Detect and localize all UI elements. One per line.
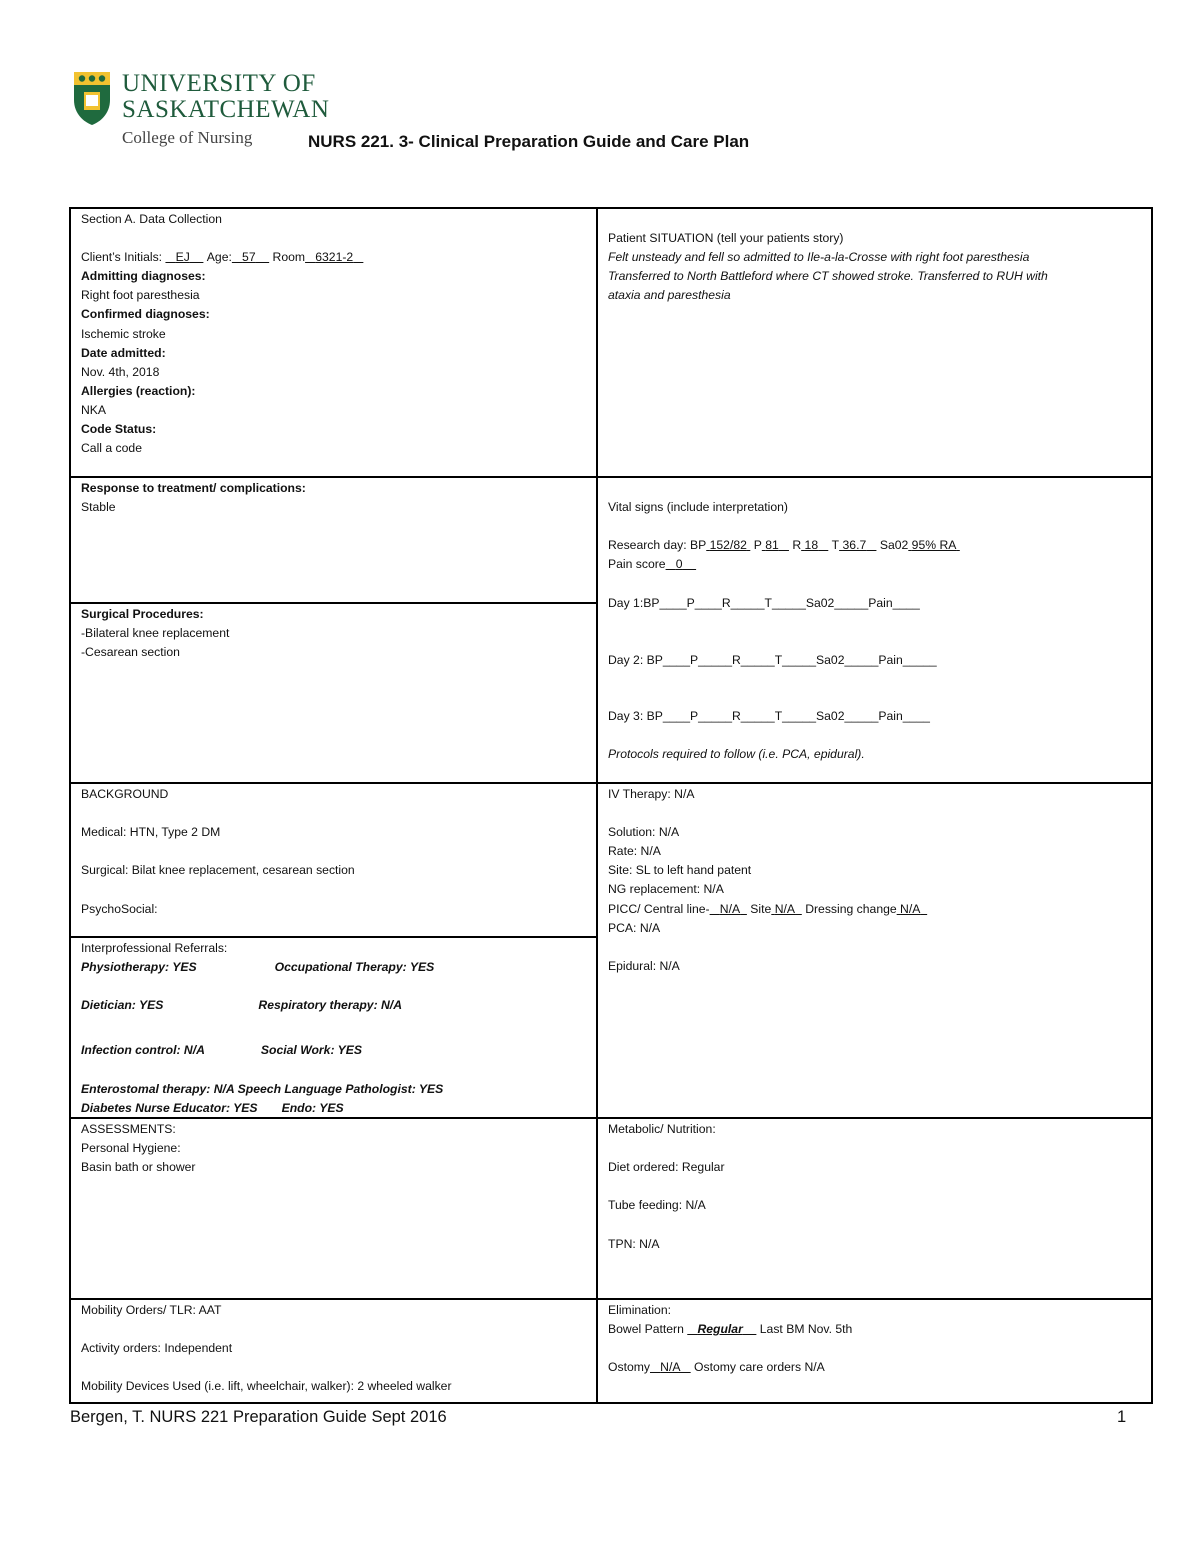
footer-text: Bergen, T. NURS 221 Preparation Guide Sept 2016 bbox=[70, 1408, 447, 1426]
tube-feeding: Tube feeding: N/A bbox=[608, 1198, 706, 1213]
hygiene-label: Personal Hygiene: bbox=[81, 1141, 181, 1156]
referral-occupational: Occupational Therapy: YES bbox=[274, 960, 435, 975]
situation-line: ataxia and paresthesia bbox=[608, 288, 731, 303]
allergies-value: NKA bbox=[81, 402, 107, 417]
background-psychosocial: PsychoSocial: bbox=[81, 901, 158, 916]
code-status-value: Call a code bbox=[81, 441, 142, 456]
epidural: Epidural: N/A bbox=[608, 958, 680, 973]
background-heading: BACKGROUND bbox=[81, 787, 169, 801]
crest-shield-icon bbox=[72, 70, 112, 126]
date-admitted-label: Date admitted: bbox=[81, 345, 166, 360]
allergies-label: Allergies (reaction): bbox=[81, 383, 196, 398]
picc-line: PICC/ Central line- N/A Site N/A Dressing change N/A bbox=[608, 901, 921, 916]
bowel-pattern: Bowel Pattern Regular Last BM Nov. 5th bbox=[608, 1322, 853, 1337]
assessments-cell bbox=[71, 1119, 596, 1298]
referrals-heading: Interprofessional Referrals: bbox=[81, 941, 228, 955]
referral-diabetes: Diabetes Nurse Educator: YES bbox=[81, 1100, 258, 1115]
date-admitted-value: Nov. 4th, 2018 bbox=[81, 364, 160, 379]
vitals-cell bbox=[598, 478, 1151, 782]
situation-heading: Patient SITUATION (tell your patients story) bbox=[608, 231, 844, 246]
referral-enterostomal: Enterostomal therapy: N/A Speech Language Pathologist: YES bbox=[81, 1081, 444, 1096]
referral-physio: Physiotherapy: YES bbox=[81, 960, 197, 975]
document-title: NURS 221. 3- Clinical Preparation Guide and Care Plan bbox=[308, 132, 750, 151]
pain-score: Pain score 0 bbox=[608, 557, 683, 572]
iv-therapy-cell bbox=[598, 784, 1151, 1117]
client-age: 57 bbox=[242, 250, 256, 265]
research-day-vitals: Research day: BP 152/82 P 81 R 18 T 36.7 Sa02 95% RA bbox=[608, 538, 957, 553]
university-name-line1: UNIVERSITY OF bbox=[122, 70, 316, 97]
vitals-heading: Vital signs (include interpretation) bbox=[608, 500, 788, 515]
situation-cell bbox=[598, 209, 1151, 476]
confirmed-label: Confirmed diagnoses: bbox=[81, 307, 210, 322]
activity-orders: Activity orders: Independent bbox=[81, 1341, 233, 1356]
referral-endo: Endo: YES bbox=[281, 1100, 344, 1115]
mobility-cell bbox=[71, 1300, 596, 1402]
hygiene-value: Basin bath or shower bbox=[81, 1160, 196, 1175]
table-border-bottom bbox=[69, 1402, 1153, 1404]
ostomy: Ostomy N/A Ostomy care orders N/A bbox=[608, 1360, 825, 1375]
admitting-value: Right foot paresthesia bbox=[81, 288, 200, 303]
iv-therapy-heading: IV Therapy: N/A bbox=[608, 787, 695, 801]
elimination-cell bbox=[598, 1300, 1151, 1402]
background-cell bbox=[71, 784, 596, 936]
day3-vitals: Day 3: BP____P_____R_____T_____Sa02_____Pain____ bbox=[608, 709, 930, 724]
protocols-note: Protocols required to follow (i.e. PCA, epidural). bbox=[608, 747, 865, 762]
referral-dietician: Dietician: YES bbox=[81, 998, 164, 1013]
university-name-line2: SASKATCHEWAN bbox=[122, 96, 330, 123]
confirmed-value: Ischemic stroke bbox=[81, 326, 166, 341]
elimination-heading: Elimination: bbox=[608, 1303, 671, 1317]
situation-line: Transferred to North Battleford where CT showed stroke. Transferred to RUH with bbox=[608, 269, 1048, 284]
day2-vitals: Day 2: BP____P_____R_____T_____Sa02_____Pain_____ bbox=[608, 652, 937, 667]
mobility-devices: Mobility Devices Used (i.e. lift, wheelchair, walker): 2 wheeled walker bbox=[81, 1379, 452, 1394]
surgical-procedures-cell bbox=[71, 604, 596, 782]
surgical-procedures-heading: Surgical Procedures: bbox=[81, 607, 204, 621]
page-number: 1 bbox=[1117, 1408, 1127, 1426]
metabolic-cell bbox=[598, 1119, 1151, 1298]
surgical-procedure-item: -Bilateral knee replacement bbox=[81, 626, 230, 641]
admitting-label: Admitting diagnoses: bbox=[81, 269, 206, 284]
section-a-heading: Section A. Data Collection bbox=[81, 212, 222, 226]
mobility-orders: Mobility Orders/ TLR: AAT bbox=[81, 1303, 222, 1317]
referral-social: Social Work: YES bbox=[260, 1043, 363, 1058]
referral-infection: Infection control: N/A bbox=[81, 1043, 205, 1058]
situation-line: Felt unsteady and fell so admitted to Ile-a-la-Crosse with right foot paresthesia bbox=[608, 250, 1030, 265]
diet-ordered: Diet ordered: Regular bbox=[608, 1160, 725, 1175]
client-room: 6321-2 bbox=[315, 250, 354, 265]
background-surgical: Surgical: Bilat knee replacement, cesarean section bbox=[81, 863, 355, 878]
code-status-label: Code Status: bbox=[81, 422, 157, 437]
response-heading: Response to treatment/ complications: bbox=[81, 481, 306, 495]
tpn: TPN: N/A bbox=[608, 1236, 660, 1251]
university-logo bbox=[72, 70, 330, 152]
table-border-right bbox=[1151, 207, 1153, 1404]
iv-site: Site: SL to left hand patent bbox=[608, 863, 752, 878]
section-a-cell bbox=[71, 209, 596, 476]
response-cell bbox=[71, 478, 596, 602]
day1-vitals: Day 1:BP____P____R_____T_____Sa02_____Pain____ bbox=[608, 595, 920, 610]
pca: PCA: N/A bbox=[608, 920, 661, 935]
referrals-cell bbox=[71, 938, 596, 1117]
metabolic-heading: Metabolic/ Nutrition: bbox=[608, 1122, 716, 1136]
assessments-heading: ASSESSMENTS: bbox=[81, 1122, 176, 1136]
client-initials: EJ bbox=[175, 250, 190, 265]
background-medical: Medical: HTN, Type 2 DM bbox=[81, 825, 221, 840]
college-name: College of Nursing bbox=[122, 128, 253, 147]
surgical-procedure-item: -Cesarean section bbox=[81, 645, 180, 660]
response-value: Stable bbox=[81, 500, 116, 515]
referral-respiratory: Respiratory therapy: N/A bbox=[258, 998, 402, 1013]
iv-rate: Rate: N/A bbox=[608, 844, 661, 859]
iv-solution: Solution: N/A bbox=[608, 825, 680, 840]
client-info-line: Client’s Initials: EJ Age: 57 Room 6321-2 bbox=[81, 250, 354, 265]
ng-replacement: NG replacement: N/A bbox=[608, 882, 724, 897]
